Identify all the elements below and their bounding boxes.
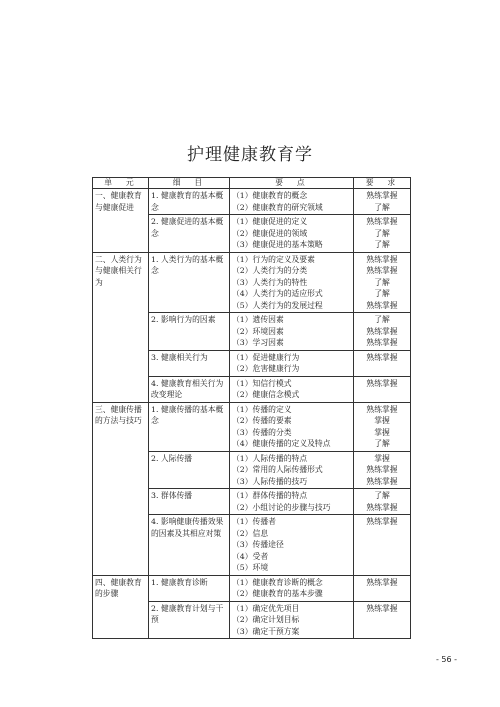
requirement-cell: [354, 515, 411, 576]
point-item: （1）确定优先项目: [232, 603, 300, 613]
point-item: （2）健康促进的领域: [232, 228, 308, 238]
detail-cell: 3. 群体传播: [149, 489, 230, 515]
unit-cell: 四、健康教育的步骤: [93, 575, 149, 639]
point-item: （1）遗传因素: [232, 315, 284, 324]
point-item: （3）确定干预方案: [232, 626, 300, 636]
points-cell: [230, 215, 354, 253]
requirement-item: 了解: [374, 228, 390, 238]
point-item: （3）传播的分类: [232, 427, 292, 437]
detail-cell: 1. 健康传播的基本概念: [149, 402, 230, 451]
detail-cell: 2. 健康教育计划与干预: [149, 601, 230, 639]
requirement-cell: [354, 252, 411, 313]
point-item: （3）健康促进的基本策略: [232, 240, 323, 249]
point-item: （2）传播的要素: [232, 416, 292, 425]
requirement-cell: [354, 451, 411, 489]
detail-cell: 4. 健康教育相关行为改变理论: [149, 376, 230, 402]
point-item: （1）传播的定义: [232, 404, 292, 414]
point-item: （2）常用的人际传播形式: [232, 465, 323, 474]
points-cell: [230, 601, 354, 639]
detail-cell: 2. 影响行为的因素: [149, 313, 230, 351]
header-detail: 细 目: [149, 178, 230, 189]
point-item: （4）健康传播的定义及特点: [232, 439, 331, 448]
point-item: （4）受者: [232, 551, 269, 561]
requirement-item: 熟练掌握: [366, 217, 398, 226]
requirement-cell: [354, 350, 411, 376]
syllabus-table: [92, 177, 411, 639]
points-cell: [230, 515, 354, 576]
requirement-item: 熟练掌握: [366, 191, 398, 200]
requirement-item: 熟练掌握: [366, 266, 398, 275]
requirement-item: 熟练掌握: [366, 476, 398, 486]
requirement-item: 了解: [374, 240, 390, 249]
table-row: [93, 189, 411, 215]
table-header-row: [93, 178, 411, 189]
point-item: （5）人类行为的发展过程: [232, 300, 323, 310]
requirement-cell: [354, 215, 411, 253]
header-requirement: 要 求: [354, 178, 411, 189]
point-item: （1）群体传播的特点: [232, 491, 308, 500]
requirement-item: 熟练掌握: [366, 603, 398, 613]
requirement-item: 熟练掌握: [366, 326, 398, 336]
requirement-item: 了解: [374, 277, 390, 287]
requirement-cell: [354, 575, 411, 601]
header-unit: 单 元: [93, 178, 149, 189]
unit-cell: 二、人类行为与健康相关行为: [93, 252, 149, 402]
requirement-cell: [354, 189, 411, 215]
detail-cell: 1. 健康教育诊断: [149, 575, 230, 601]
table-row: [93, 402, 411, 451]
requirement-item: 熟练掌握: [366, 378, 398, 388]
point-item: （1）健康教育的概念: [232, 191, 308, 200]
requirement-item: 掌握: [374, 453, 390, 463]
requirement-item: 了解: [374, 439, 390, 448]
points-cell: [230, 313, 354, 351]
point-item: （2）小组讨论的步骤与技巧: [232, 502, 331, 512]
requirement-cell: [354, 376, 411, 402]
unit-cell: 一、健康教育与健康促进: [93, 189, 149, 253]
detail-cell: 3. 健康相关行为: [149, 350, 230, 376]
requirement-item: 熟练掌握: [366, 404, 398, 414]
requirement-item: 了解: [374, 289, 390, 298]
requirement-cell: [354, 489, 411, 515]
requirement-cell: [354, 313, 411, 351]
point-item: （1）行为的定义及要素: [232, 254, 315, 264]
points-cell: [230, 402, 354, 451]
point-item: （4）人类行为的适应形式: [232, 289, 323, 298]
table-body: [93, 189, 411, 639]
points-cell: [230, 189, 354, 215]
point-item: （3）人类行为的特性: [232, 277, 308, 287]
requirement-cell: [354, 402, 411, 451]
point-item: （5）环境: [232, 563, 269, 572]
requirement-item: 熟练掌握: [366, 577, 398, 587]
points-cell: [230, 489, 354, 515]
table-row: [93, 575, 411, 601]
requirement-cell: [354, 601, 411, 639]
detail-cell: 2. 人际传播: [149, 451, 230, 489]
points-cell: [230, 376, 354, 402]
requirement-item: 熟练掌握: [366, 502, 398, 512]
points-cell: [230, 350, 354, 376]
page-title: 护理健康教育学: [187, 145, 313, 165]
point-item: （2）健康信念模式: [232, 390, 300, 399]
point-item: （2）确定计划目标: [232, 615, 300, 624]
point-item: （3）人际传播的技巧: [232, 476, 308, 486]
point-item: （2）人类行为的分类: [232, 266, 308, 275]
point-item: （1）健康教育诊断的概念: [232, 577, 323, 587]
detail-cell: 2. 健康促进的基本概念: [149, 215, 230, 253]
unit-cell: 三、健康传播的方法与技巧: [93, 402, 149, 575]
page-number: - 56 -: [436, 655, 458, 664]
requirement-item: 了解: [374, 491, 390, 500]
point-item: （1）人际传播的特点: [232, 453, 308, 463]
point-item: （2）环境因素: [232, 326, 284, 336]
point-item: （2）健康教育的研究领域: [232, 202, 323, 212]
requirement-item: 熟练掌握: [366, 300, 398, 310]
point-item: （2）信息: [232, 528, 269, 538]
points-cell: [230, 252, 354, 313]
point-item: （1）促进健康行为: [232, 352, 300, 362]
requirement-item: 熟练掌握: [366, 517, 398, 526]
points-cell: [230, 451, 354, 489]
requirement-item: 熟练掌握: [366, 338, 398, 347]
point-item: （3）学习因素: [232, 338, 284, 347]
point-item: （2）健康教育的基本步骤: [232, 589, 323, 598]
detail-cell: 1. 人类行为的基本概念: [149, 252, 230, 313]
points-cell: [230, 575, 354, 601]
requirement-item: 掌握: [374, 427, 390, 437]
requirement-item: 掌握: [374, 416, 390, 425]
point-item: （2）危害健康行为: [232, 364, 300, 373]
detail-cell: 1. 健康教育的基本概念: [149, 189, 230, 215]
requirement-item: 了解: [374, 202, 390, 212]
requirement-item: 熟练掌握: [366, 465, 398, 474]
requirement-item: 了解: [374, 315, 390, 324]
table-row: [93, 252, 411, 313]
detail-cell: 4. 影响健康传播效果的因素及其相应对策: [149, 515, 230, 576]
header-points: 要 点: [230, 178, 354, 189]
point-item: （3）传播途径: [232, 540, 284, 549]
point-item: （1）健康促进的定义: [232, 217, 308, 226]
point-item: （1）传播者: [232, 517, 276, 526]
point-item: （1）知信行模式: [232, 378, 292, 388]
requirement-item: 熟练掌握: [366, 352, 398, 362]
requirement-item: 熟练掌握: [366, 254, 398, 264]
